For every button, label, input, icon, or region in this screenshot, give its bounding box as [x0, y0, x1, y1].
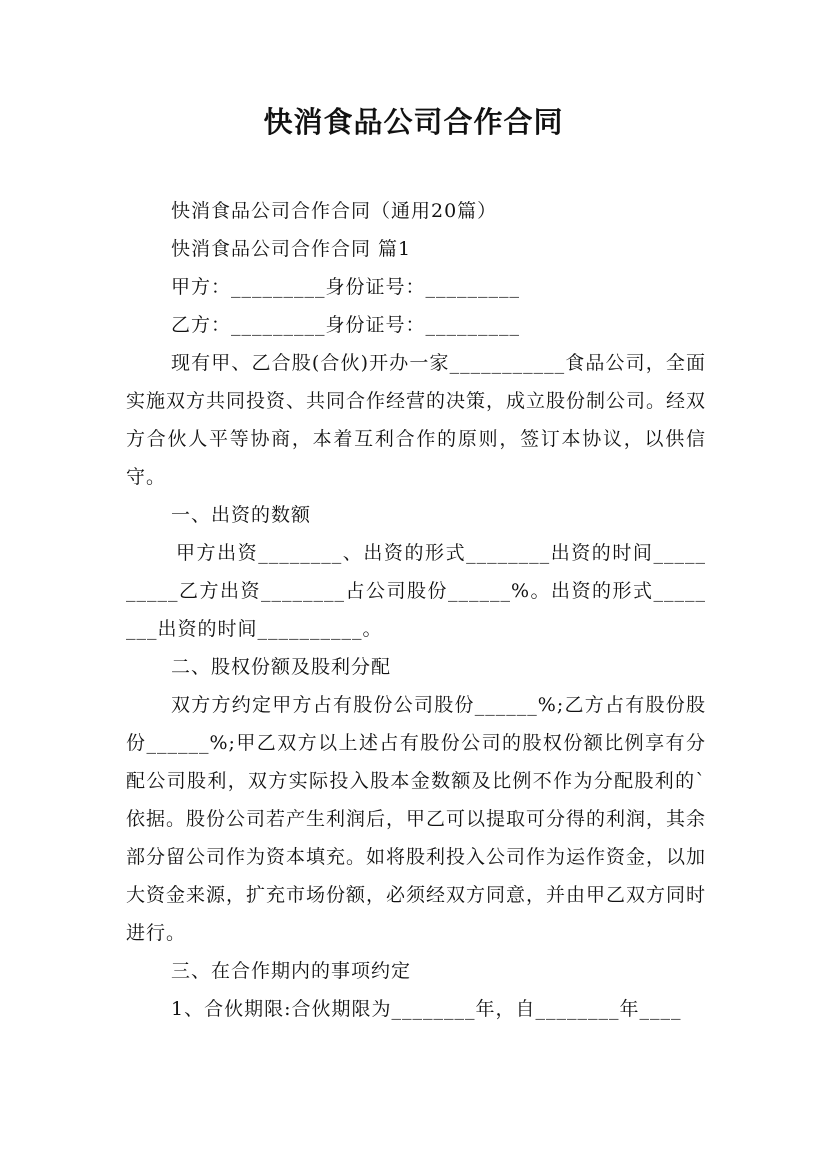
section-heading-capital: 一、出资的数额 — [171, 504, 312, 526]
preamble-paragraph: 现有甲、乙合股(合伙)开办一家___________食品公司，全面实施双方共同投资、共同合作经营的决策，成立股份制公司。经双方合伙人平等协商，本着互利合作的原则，签订本协议，以供信守。 — [126, 352, 707, 488]
document-body — [126, 192, 706, 1028]
subtitle-paragraph: 快消食品公司合作合同（通用20篇） — [171, 200, 498, 222]
section-heading-terms: 三、在合作期内的事项约定 — [171, 960, 412, 982]
party-a-line: 甲方：_________身份证号：_________ — [171, 276, 521, 298]
section-heading-article-1: 快消食品公司合作合同 篇1 — [171, 238, 412, 260]
capital-paragraph: 甲方出资________、出资的形式________出资的时间__________乙方出资________占公司股份______%。出资的形式________出资的时间__________。 — [126, 542, 706, 640]
section-heading-equity: 二、股权份额及股利分配 — [171, 656, 392, 678]
equity-paragraph: 双方方约定甲方占有股份公司股份______%;乙方占有股份股份______%;甲乙双方以上述占有股份公司的股权份额比例享有分配公司股利，双方实际投入股本金数额及比例不作为分配股利的`依据。股份公司若产生利润后，甲乙可以提取可分得的利润，其余部分留公司作为资本填充。如将股利投入公司作为运作资金，以加大资金来源，扩充市场份额，必须经双方同意，并由甲乙双方同时进行。 — [126, 694, 707, 944]
party-b-line: 乙方：_________身份证号：_________ — [171, 314, 521, 336]
document-title: 快消食品公司合作合同 — [263, 105, 564, 139]
term-clause-paragraph: 1、合伙期限:合伙期限为________年，自________年____ — [171, 998, 682, 1020]
